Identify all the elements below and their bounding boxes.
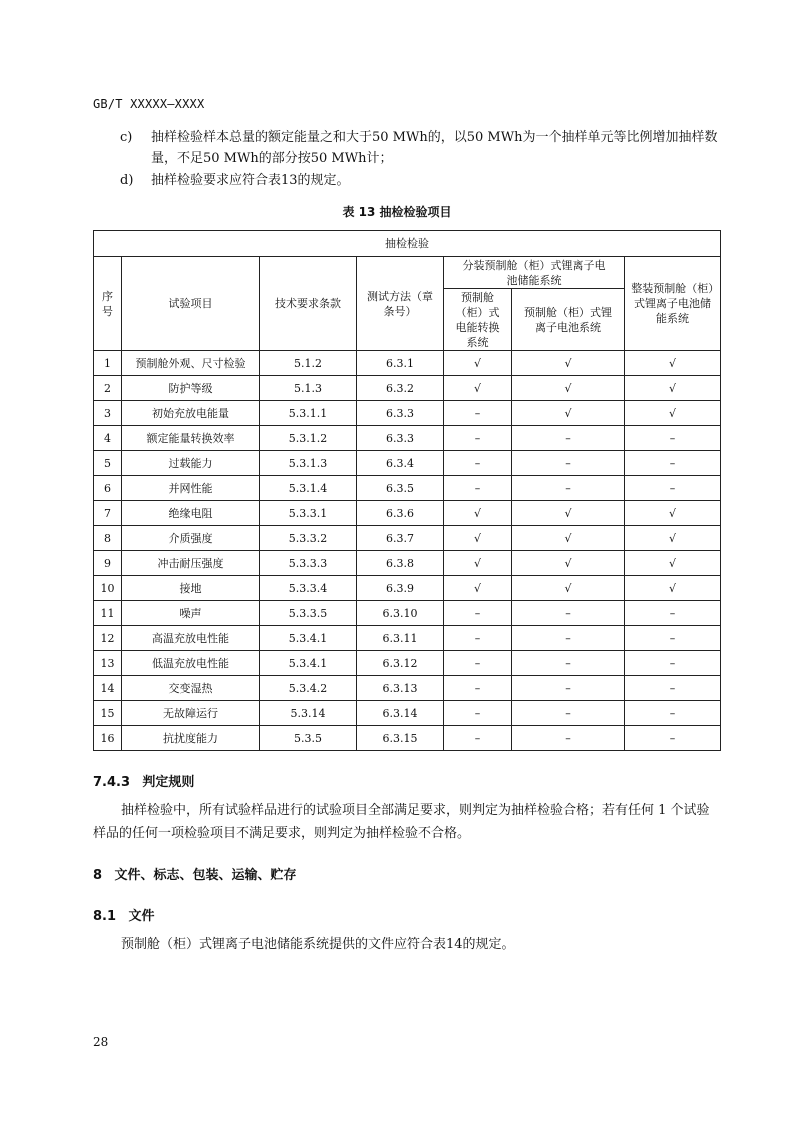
cell-seq: 14 [94,676,122,701]
section-title: 判定规则 [142,775,195,790]
cell-split-battery: √ [512,501,625,526]
cell-split-pcs: – [444,651,512,676]
cell-method: 6.3.5 [357,476,444,501]
cell-req: 5.1.3 [260,376,357,401]
cell-integrated: – [625,676,721,701]
cell-integrated: – [625,626,721,651]
cell-split-battery: – [512,651,625,676]
table-row [94,576,721,601]
cell-req: 5.3.1.3 [260,451,357,476]
cell-split-pcs: √ [444,501,512,526]
cell-split-battery: √ [512,526,625,551]
cell-split-battery: √ [512,551,625,576]
cell-split-battery: – [512,601,625,626]
cell-integrated: √ [625,351,721,376]
cell-seq: 11 [94,601,122,626]
table-row [94,376,721,401]
cell-integrated: √ [625,401,721,426]
cell-integrated: √ [625,526,721,551]
cell-seq: 4 [94,426,122,451]
section-8-1-heading [93,905,154,924]
list-item-text: 抽样检验要求应符合表13的规定。 [151,173,350,188]
cell-item: 防护等级 [122,376,260,401]
page-number: 28 [93,1035,109,1049]
list-item-label: c) [120,130,133,145]
cell-req: 5.3.4.1 [260,651,357,676]
list-item-text: 抽样检验样本总量的额定能量之和大于50 MWh的，以50 MWh为一个抽样单元等比例增加抽样数量，不足50 MWh的部分按50 MWh计； [151,130,718,166]
cell-item: 低温充放电性能 [122,651,260,676]
section-title: 文件 [128,909,155,924]
cell-req: 5.3.1.2 [260,426,357,451]
cell-split-battery: √ [512,401,625,426]
cell-split-battery: – [512,726,625,751]
cell-item: 无故障运行 [122,701,260,726]
cell-split-pcs: √ [444,526,512,551]
cell-item: 接地 [122,576,260,601]
cell-method: 6.3.12 [357,651,444,676]
cell-seq: 3 [94,401,122,426]
cell-integrated: – [625,451,721,476]
cell-req: 5.1.2 [260,351,357,376]
cell-split-battery: √ [512,576,625,601]
col-header-item: 试验项目 [122,257,260,351]
cell-split-pcs: – [444,401,512,426]
cell-method: 6.3.3 [357,401,444,426]
table-row [94,501,721,526]
cell-seq: 15 [94,701,122,726]
cell-split-pcs: √ [444,576,512,601]
cell-seq: 12 [94,626,122,651]
section-8-heading [93,864,296,883]
cell-item: 介质强度 [122,526,260,551]
cell-split-battery: – [512,476,625,501]
cell-split-battery: – [512,701,625,726]
cell-integrated: – [625,426,721,451]
cell-seq: 2 [94,376,122,401]
group-header: 抽检检验 [94,231,721,257]
col-header-integrated: 整装预制舱（柜）式锂离子电池储能系统 [625,257,721,351]
table-row [94,601,721,626]
col-header-seq: 序号 [94,257,122,351]
table-row [94,651,721,676]
cell-integrated: – [625,701,721,726]
cell-method: 6.3.10 [357,601,444,626]
cell-item: 过载能力 [122,451,260,476]
col-header-split-group: 分装预制舱（柜）式锂离子电池储能系统 [444,257,625,289]
document-code: GB/T XXXXX—XXXX [93,97,205,111]
cell-method: 6.3.15 [357,726,444,751]
table-row [94,401,721,426]
cell-method: 6.3.13 [357,676,444,701]
cell-integrated: √ [625,551,721,576]
cell-split-pcs: √ [444,351,512,376]
table-row [94,526,721,551]
cell-split-battery: – [512,626,625,651]
cell-split-pcs: – [444,726,512,751]
cell-split-battery: – [512,451,625,476]
cell-split-pcs: – [444,601,512,626]
cell-item: 噪声 [122,601,260,626]
table-row [94,451,721,476]
cell-req: 5.3.14 [260,701,357,726]
table-row [94,426,721,451]
cell-integrated: √ [625,576,721,601]
cell-req: 5.3.4.1 [260,626,357,651]
col-header-split-pcs: 预制舱（柜）式电能转换系统 [444,289,512,351]
cell-split-battery: √ [512,351,625,376]
cell-method: 6.3.11 [357,626,444,651]
section-number: 8 [93,868,103,883]
table-row [94,476,721,501]
col-header-split-battery: 预制舱（柜）式锂离子电池系统 [512,289,625,351]
table-row [94,351,721,376]
section-number: 7.4.3 [93,775,131,790]
cell-integrated: – [625,651,721,676]
cell-req: 5.3.3.2 [260,526,357,551]
col-header-method: 测试方法（章条号） [357,257,444,351]
cell-item: 交变湿热 [122,676,260,701]
cell-split-pcs: √ [444,376,512,401]
cell-seq: 8 [94,526,122,551]
cell-split-pcs: – [444,626,512,651]
cell-seq: 9 [94,551,122,576]
cell-item: 冲击耐压强度 [122,551,260,576]
cell-method: 6.3.1 [357,351,444,376]
cell-method: 6.3.7 [357,526,444,551]
section-8-1-body: 预制舱（柜）式锂离子电池储能系统提供的文件应符合表14的规定。 [121,937,515,952]
cell-req: 5.3.3.5 [260,601,357,626]
cell-req: 5.3.3.1 [260,501,357,526]
cell-integrated: – [625,601,721,626]
cell-item: 绝缘电阻 [122,501,260,526]
cell-seq: 7 [94,501,122,526]
cell-req: 5.3.4.2 [260,676,357,701]
cell-req: 5.3.5 [260,726,357,751]
cell-item: 额定能量转换效率 [122,426,260,451]
cell-split-pcs: – [444,676,512,701]
cell-integrated: √ [625,376,721,401]
cell-split-battery: – [512,676,625,701]
cell-req: 5.3.3.4 [260,576,357,601]
cell-req: 5.3.1.1 [260,401,357,426]
cell-method: 6.3.4 [357,451,444,476]
cell-seq: 5 [94,451,122,476]
section-title: 文件、标志、包装、运输、贮存 [114,868,297,883]
cell-method: 6.3.9 [357,576,444,601]
cell-split-battery: – [512,426,625,451]
table-row [94,701,721,726]
table-row [94,726,721,751]
cell-seq: 10 [94,576,122,601]
sampling-inspection-table [93,230,721,751]
cell-method: 6.3.6 [357,501,444,526]
section-7-4-3-body: 抽样检验中，所有试验样品进行的试验项目全部满足要求，则判定为抽样检验合格；若有任何 1 个试验样品的任何一项检验项目不满足要求，则判定为抽样检验不合格。 [93,803,710,841]
table-row [94,626,721,651]
col-header-req: 技术要求条款 [260,257,357,351]
cell-method: 6.3.8 [357,551,444,576]
cell-integrated: – [625,726,721,751]
cell-item: 抗扰度能力 [122,726,260,751]
cell-split-pcs: – [444,476,512,501]
table-row [94,551,721,576]
cell-seq: 6 [94,476,122,501]
cell-split-pcs: √ [444,551,512,576]
cell-integrated: √ [625,501,721,526]
section-7-4-3-heading [93,771,194,790]
cell-method: 6.3.14 [357,701,444,726]
cell-split-pcs: – [444,451,512,476]
cell-item: 初始充放电能量 [122,401,260,426]
cell-req: 5.3.3.3 [260,551,357,576]
cell-split-battery: √ [512,376,625,401]
cell-req: 5.3.1.4 [260,476,357,501]
cell-method: 6.3.3 [357,426,444,451]
section-number: 8.1 [93,909,117,924]
cell-seq: 1 [94,351,122,376]
table-caption: 表 13 抽检检验项目 [342,205,452,219]
cell-item: 高温充放电性能 [122,626,260,651]
list-item-label: d) [120,173,134,188]
cell-integrated: – [625,476,721,501]
cell-split-pcs: – [444,426,512,451]
cell-seq: 16 [94,726,122,751]
table-row [94,676,721,701]
cell-item: 并网性能 [122,476,260,501]
cell-method: 6.3.2 [357,376,444,401]
cell-split-pcs: – [444,701,512,726]
cell-item: 预制舱外观、尺寸检验 [122,351,260,376]
cell-seq: 13 [94,651,122,676]
